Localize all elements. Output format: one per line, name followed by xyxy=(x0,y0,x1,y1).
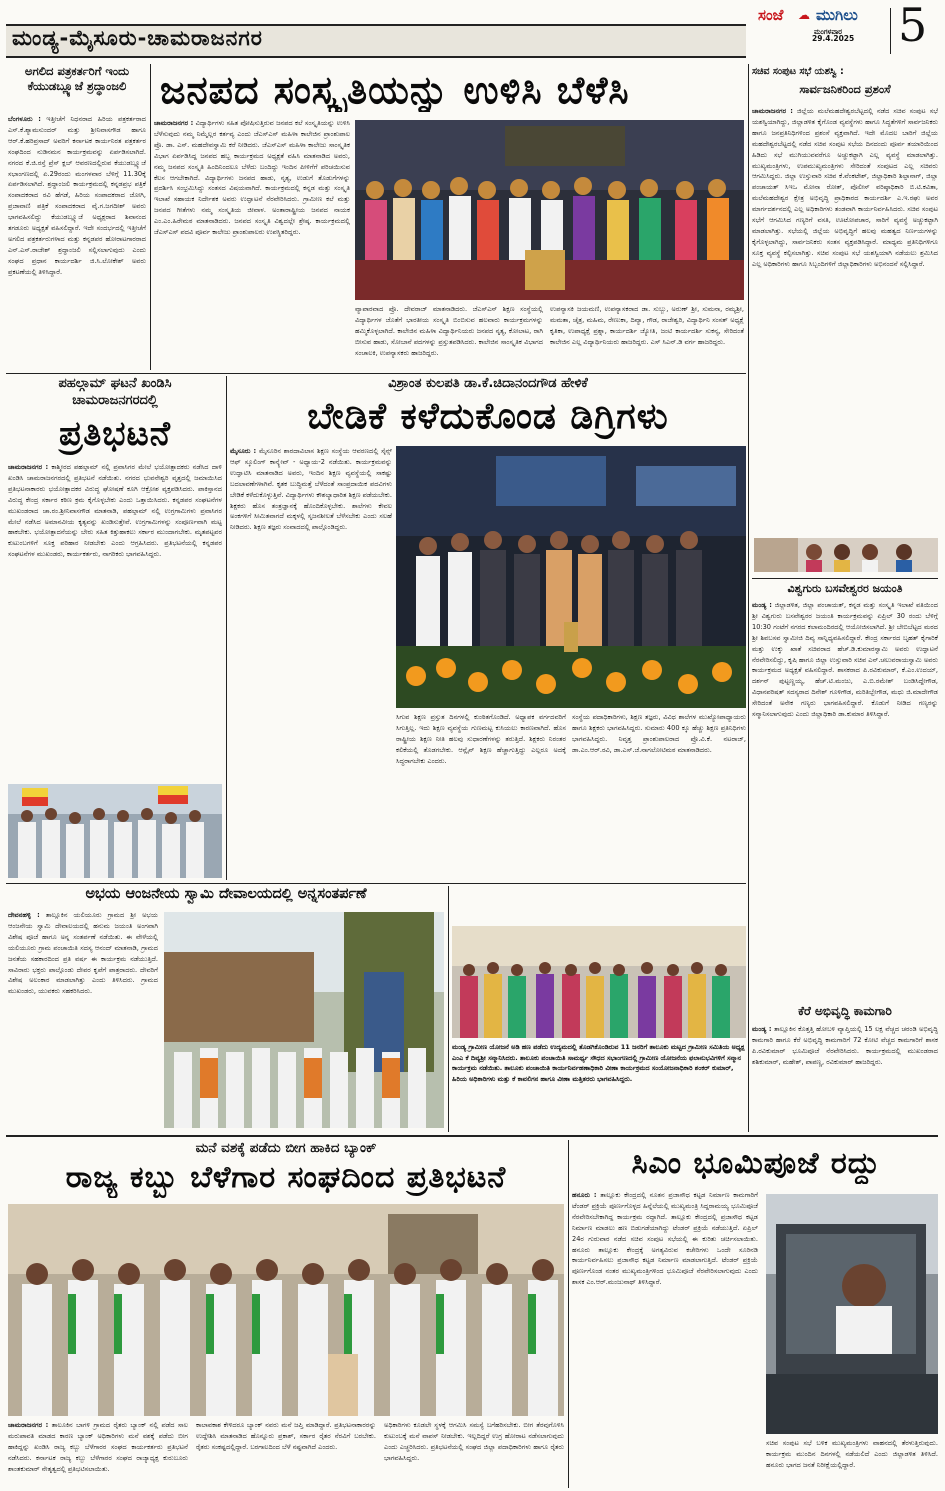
basava-dateline: ಮಂಡ್ಯ : xyxy=(752,601,772,609)
annadana-photo xyxy=(164,912,444,1128)
tribute-article xyxy=(8,64,146,370)
janapada-body-col2 xyxy=(355,304,543,370)
annadana-article xyxy=(8,886,444,1132)
tribute-headline: ಅಗಲಿದ ಪತ್ರಕರ್ತರಿಗೆ ಇಂದು ಕೆಯುಡಬ್ಲ್ಯೂಜೆ ಶ್ರದ್ಧಾಂಜಲಿ xyxy=(24,64,130,93)
cabinet-photo-art xyxy=(754,538,938,572)
protest-dateline: ಚಾಮರಾಜನಗರ : xyxy=(8,463,49,471)
logo-mugilu: ಮುಗಿಲು xyxy=(816,6,858,24)
degrees-kicker: ವಿಶ್ರಾಂತ ಕುಲಪತಿ ಡಾ.ಕೆ.ಚಿದಾನಂದಗೌಡ ಹೇಳಿಕೆ xyxy=(388,376,588,391)
protest-headline-2: ಚಾಮರಾಜನಗರದಲ್ಲಿ xyxy=(72,393,158,408)
janapada-text-3: ಉಪನ್ಯಾಸಕಿ ಜಯಮಣಿ, ಉಪನ್ಯಾಸಕರಾದ ಡಾ. ಸುಬ್ಬು, ಅರುಣ್ ಶ್ರೀ, ಸುಮನಾ, ರಮ್ಯಶ್ರೀ, ಮಮತಾ, ಚೈತ್ರ, ಮಹಿಮ, ರೇಣುಕಾ, ದಿವ್ಯಾ, ಗೌಡ, ರಾಜೇಶ್ವರಿ, ವಿದ್ಯಾರ್ಥಿನಿ ಸಂಸತ್ ಅಧ್ಯಕ್ಷೆ ಕೃತಿಕಾ, ಉಪಾಧ್ಯಕ್ಷೆ ಪ್ರಶ್ನಾ, ಕಾರ್ಯದರ್ಶಿ ಜ್ಯೋತಿ, ಜಂಟಿ ಕಾರ್ಯದರ್ಶಿ ಸುಕನ್ಯ, ಸೇರಿದಂತೆ ಕಾಲೇಜಿನ ಎಲ್ಲ ವಿದ್ಯಾರ್ಥಿನಿಯರು ಹಾಜರಿದ್ದರು. ಎಸ್ ಸಿಎನ್.ಡಿ ವರ್ಗ ಹಾಜರಿದ್ದರು. xyxy=(550,305,744,346)
tribute-text: ಇತ್ತೀಚೆಗೆ ನಿಧನರಾದ ಹಿರಿಯ ಪತ್ರಕರ್ತರಾದ ಎಸ್.ಕೆ.ಶ್ಯಾಮಸುಂದರ್ ಮತ್ತು ಶ್ರೀನಿವಾಸಗೌಡ ಹಾಗೂ ಆರ್.ಕೆ.ಹರಿಪ್ರಸಾದ್ ಅವರಿಗೆ ಕರ್ನಾಟಕ ಕಾರ್ಯನಿರತ ಪತ್ರಕರ್ತರ ಸಂಘದಿಂದ ನುಡಿನಮನ ಕಾರ್ಯಕ್ರಮವನ್ನು ಏರ್ಪಡಿಸಲಾಗಿದೆ. ನಗರದ ಕೆ.ಜಿ.ರಸ್ತೆ ಪ್ರೆಸ್ ಕ್ಲಬ್ ಆವರಣದಲ್ಲಿರುವ ಕೆಯುಡಬ್ಲ್ಯೂಜೆ ಸಭಾಂಗಣದಲ್ಲಿ ಏ.29ರಂದು ಮಂಗಳವಾರ ಬೆಳಿಗ್ಗೆ 11.30ಕ್ಕೆ ಏರ್ಪಡಿಸಲಾಗಿದೆ. ಶ್ರದ್ಧಾಂಜಲಿ ಕಾರ್ಯಕ್ರಮದಲ್ಲಿ ಕನ್ನಡಪ್ರಭ ಪತ್ರಿಕೆ ಸಂಪಾದಕರಾದ ರವಿ ಹೆಗಡೆ, ಹಿರಿಯ ಸಂಪಾದಕರಾದ ಜೋಗಿ, ಪ್ರಜಾವಾಣಿ ಪತ್ರಿಕೆ ಸಂಪಾದಕರಾದ ವೈ.ಗ.ಜಗದೀಶ್ ಅವರು ಭಾಗವಹಿಸಲಿದ್ದು ಕೆಯುಡಬ್ಲ್ಯೂಜೆ ಅಧ್ಯಕ್ಷರಾದ ಶಿವಾನಂದ ತಗಡೂರು ಅಧ್ಯಕ್ಷತೆ ವಹಿಸಲಿದ್ದಾರೆ. ಇದೇ ಸಂದರ್ಭದಲ್ಲಿ ಇತ್ತೀಚೆಗೆ ಅಗಲಿದ ಪತ್ರಕರ್ತರುಗಳಾದ ಮತ್ತು ಕನ್ನಡಪರ ಹೋರಾಟಗಾರರಾದ ಎನ್.ಎಸ್.ರಾಜೇಶ್ ಶ್ರದ್ಧಾಂಜಲಿ ಸಲ್ಲಿಸಲಾಗುವುದು ಎಂದು ಸಂಘದ ಪ್ರಧಾನ ಕಾರ್ಯದರ್ಶಿ ಜಿ.ಸಿ.ಲೋಕೇಶ್ ಅವರು ಪ್ರಕಟಣೆಯಲ್ಲಿ ತಿಳಿಸಿದ್ದಾರೆ. xyxy=(8,115,146,276)
cm-article xyxy=(572,1140,940,1490)
annadana-photo-art xyxy=(164,912,444,1128)
annadana-text: ತಾಲ್ಲೂಕಿನ ಯಲಿಯೂರು ಗ್ರಾಮದ ಶ್ರೀ ಅಭಯ ಆಂಜನೇಯ ಸ್ವಾಮಿ ದೇವಾಲಯದಲ್ಲಿ ಹನುಮ ಜಯಂತಿ ಅಂಗವಾಗಿ ವಿಶೇಷ ಪೂಜೆ ಹಾಗೂ ಅನ್ನ ಸಂತರ್ಪಣೆ ನಡೆಯಿತು. ಈ ವೇಳೆಯಲ್ಲಿ ಯಲಿಯೂರು ಗ್ರಾಮ ಪಂಚಾಯಿತಿ ಸದಸ್ಯ ಆನಂದ್ ಮಾತನಾಡಿ, ಗ್ರಾಮದ ಜನತೆಯ ಸಹಕಾರದಿಂದ ಪ್ರತಿ ವರ್ಷ ಈ ಕಾರ್ಯಕ್ರಮ ನಡೆಯುತ್ತಿದೆ. ಸಾವಿರಾರು ಭಕ್ತರು ಪಾಲ್ಗೊಂಡು ದೇವರ ಕೃಪೆಗೆ ಪಾತ್ರರಾದರು. ದೇವರಿಗೆ ವಿಶೇಷ ಅಲಂಕಾರ ಮಾಡಲಾಗಿತ್ತು ಎಂದು ತಿಳಿಸಿದರು. ಗ್ರಾಮದ ಮುಖಂಡರು, ಯುವಕರು ಸಹಕರಿಸಿದರು. xyxy=(8,911,158,996)
kere-headline: ಕೆರೆ ಅಭಿವೃದ್ಧಿ ಕಾಮಗಾರಿ xyxy=(798,1004,892,1018)
bank-body-col3 xyxy=(384,1420,564,1488)
masthead xyxy=(0,0,945,62)
divider-h1 xyxy=(6,373,746,374)
degrees-text-3: ಸಂಸ್ಥೆಯ ಪದಾಧಿಕಾರಿಗಳು, ಶಿಕ್ಷಣ ತಜ್ಞರು, ವಿವಿಧ ಶಾಲೆಗಳ ಮುಖ್ಯೋಪಾಧ್ಯಾಯರು ಹಾಗೂ ಶಿಕ್ಷಕರು ಭಾಗವಹಿಸಿದ್ದರು. ಸುಮಾರು 400 ಕ್ಕೂ ಹೆಚ್ಚು ಶಿಕ್ಷಣ ಪ್ರತಿನಿಧಿಗಳು ಭಾಗವಹಿಸಿದ್ದರು. ನಿವೃತ್ತ ಪ್ರಾಂಶುಪಾಲರಾದ ಪ್ರೊ.ವಿ.ಕೆ. ನಟರಾಜ್, ಡಾ.ಎಂ.ಆರ್.ರವಿ, ಡಾ.ಎಸ್.ಜೆ.ನಾಗಲೋಟಿಮಠ ಮಾತನಾಡಿದರು. xyxy=(572,713,746,754)
protest-headline-big: ಪ್ರತಿಭಟನೆ xyxy=(59,414,171,454)
janapada-body-col3 xyxy=(550,304,744,370)
basava-body xyxy=(752,600,938,1000)
tribute-body xyxy=(8,114,146,368)
protest-article xyxy=(8,376,222,880)
divider-v3 xyxy=(226,376,227,880)
section-title: ಮಂಡ್ಯ-ಮೈಸೂರು-ಚಾಮರಾಜನಗರ xyxy=(12,26,263,50)
cm-dateline: ಹನೂರು : xyxy=(572,1191,597,1199)
cabinet-body xyxy=(752,106,938,524)
cabinet-text: ಜಿಲ್ಲೆಯ ಮಲೆಮಹದೇಶ್ವರಬೆಟ್ಟದಲ್ಲಿ ನಡೆದ ಸಚಿವ ಸಂಪುಟ ಸಭೆ ಯಶಸ್ವಿಯಾಗಿದ್ದು, ಜಿಲ್ಲಾಡಳಿತ ಕೈಗೊಂಡ ವ್ಯವಸ್ಥೆಗಳು ಹಾಗೂ ಸಿದ್ಧತೆಗಳಿಗೆ ಸಾರ್ವಜನಿಕರು ಹಾಗೂ ಜನಪ್ರತಿನಿಧಿಗಳಿಂದ ಪ್ರಶಂಸೆ ವ್ಯಕ್ತವಾಗಿದೆ. ಇದೇ ಮೊದಲ ಬಾರಿಗೆ ಜಿಲ್ಲೆಯ ಮಹದೇಶ್ವರಬೆಟ್ಟದಲ್ಲಿ ನಡೆದ ಸಚಿವ ಸಂಪುಟ ಸಭೆಯ ದಿನದಂದು ಪೂರ್ವ ತಯಾರಿಯಿಂದ ಹಿಡಿದು ಸಭೆ ಮುಗಿಯುವವರೆಗೂ ಅಚ್ಚುಕಟ್ಟಾಗಿ ಎಲ್ಲ ವ್ಯವಸ್ಥೆ ಮಾಡಲಾಗಿತ್ತು. ಮುಖ್ಯಮಂತ್ರಿಗಳು, ಉಪಮುಖ್ಯಮಂತ್ರಿಗಳು ಸೇರಿದಂತೆ ಸಂಪುಟದ ಎಲ್ಲ ಸಚಿವರು ಆಗಮಿಸಿದ್ದರು. ಜಿಲ್ಲಾ ಉಸ್ತುವಾರಿ ಸಚಿವ ಕೆ.ವೆಂಕಟೇಶ್, ಜಿಲ್ಲಾಧಿಕಾರಿ ಶಿಲ್ಪಾನಾಗ್, ಜಿಲ್ಲಾ ಪಂಚಾಯತ್ ಸಿಇಒ ಮೋನಾ ರೋತ್, ಪೊಲೀಸ್ ವರಿಷ್ಠಾಧಿಕಾರಿ ಬಿ.ಟಿ.ಕವಿತಾ, ಮಲೆಮಹದೇಶ್ವರ ಕ್ಷೇತ್ರ ಅಭಿವೃದ್ಧಿ ಪ್ರಾಧಿಕಾರದ ಕಾರ್ಯದರ್ಶಿ ಎ.ಇ.ರಘು ಅವರ ಮಾರ್ಗದರ್ಶನದಲ್ಲಿ ಎಲ್ಲ ಅಧಿಕಾರಿಗಳು ತಂಡವಾಗಿ ಕಾರ್ಯನಿರ್ವಹಿಸಿದರು. ಸಚಿವ ಸಂಪುಟ ಸಭೆಗೆ ಆಗಮಿಸಿದ ಗಣ್ಯರಿಗೆ ವಸತಿ, ಊಟೋಪಚಾರ, ಸಾರಿಗೆ ವ್ಯವಸ್ಥೆ ಅಚ್ಚುಕಟ್ಟಾಗಿ ಮಾಡಲಾಗಿತ್ತು. ಸಭೆಯಲ್ಲಿ ಜಿಲ್ಲೆಯ ಅಭಿವೃದ್ಧಿಗೆ ಹಲವು ಮಹತ್ವದ ನಿರ್ಣಯಗಳನ್ನು ಕೈಗೊಳ್ಳಲಾಗಿದ್ದು, ಸಾರ್ವಜನಿಕರು ಸಂತಸ ವ್ಯಕ್ತಪಡಿಸಿದ್ದಾರೆ. ಮಾಧ್ಯಮ ಪ್ರತಿನಿಧಿಗಳಿಗೂ ಸೂಕ್ತ ವ್ಯವಸ್ಥೆ ಕಲ್ಪಿಸಲಾಗಿತ್ತು. ಸಚಿವ ಸಂಪುಟ ಸಭೆ ಯಶಸ್ವಿಯಾಗಿ ನಡೆಯಲು ಶ್ರಮಿಸಿದ ಎಲ್ಲ ಅಧಿಕಾರಿಗಳು ಹಾಗೂ ಸಿಬ್ಬಂದಿಗಳಿಗೆ ಜಿಲ್ಲಾಧಿಕಾರಿಗಳು ಅಭಿನಂದನೆ ಸಲ್ಲಿಸಿದ್ದಾರೆ. xyxy=(752,107,938,268)
bank-photo-art xyxy=(8,1204,564,1416)
issue-date: 29.4.2025 xyxy=(812,34,855,43)
cabinet-headline-1: ಸಚಿವ ಸಂಪುಟ ಸಭೆ ಯಶಸ್ವಿ : xyxy=(752,66,844,77)
janapada-text-2: ವ್ಯಾಪಾರವಾದ ಪ್ರೊ. ದೇವರಾಜ್ ಮಾತನಾಡಿದರು. ಜೆಎಸ್ಎಸ್ ಶಿಕ್ಷಣ ಸಂಸ್ಥೆಯಲ್ಲಿ ವಿದ್ಯಾರ್ಥಿಗಳ ಜೊತೆಗೆ ಭಾರತೀಯ ಸಂಸ್ಕೃತಿ ಬಿಂಬಿಸುವ ಹಲವಾರು ಕಾರ್ಯಕ್ರಮಗಳನ್ನು ಹಮ್ಮಿಕೊಳ್ಳಲಾಗಿದೆ. ಕಾಲೇಜಿನ ಮಹಿಳಾ ವಿದ್ಯಾರ್ಥಿನಿಯರು ಜನಪದ ನೃತ್ಯ, ಕೋಲಾಟ, ರಾಗಿ ಬೀಸುವ ಹಾಡು, ಸೋಬಾನೆ ಪದಗಳನ್ನು ಪ್ರಸ್ತುತಪಡಿಸಿದರು. ಕಾಲೇಜಿನ ಸಾಂಸ್ಕೃತಿಕ ವಿಭಾಗದ ಸಂಚಾಲಕಿ, ಉಪನ್ಯಾಸಕರು ಹಾಜರಿದ್ದರು. xyxy=(355,305,543,357)
janapada-photo-art xyxy=(355,120,744,300)
degrees-text-2: ಸಿಗುವ ಶಿಕ್ಷಣ ಪ್ರಸ್ತುತ ದಿನಗಳಲ್ಲಿ ಕುಂಠಿತಗೊಂಡಿದೆ. ಅಧ್ಯಾಪಕ ವರ್ಗದವರಿಗೆ ಸಿಗುತ್ತಿಲ್ಲ. ಇದು ಶಿಕ್ಷಣ ವ್ಯವಸ್ಥೆಯ ಗುಣಮಟ್ಟ ಕುಸಿಯಲು ಕಾರಣವಾಗಿದೆ. ಹೊಸ ರಾಷ್ಟ್ರೀಯ ಶಿಕ್ಷಣ ನೀತಿ ಹಲವು ಸುಧಾರಣೆಗಳನ್ನು ತರುತ್ತಿದೆ. ಶಿಕ್ಷಕರು ನಿರಂತರ ಕಲಿಕೆಯಲ್ಲಿ ತೊಡಗಬೇಕು. ಆನ್ಲೈನ್ ಶಿಕ್ಷಣ ಹೆಚ್ಚಾಗುತ್ತಿದ್ದು ಎಲ್ಲರೂ ಅದಕ್ಕೆ ಸಿದ್ಧರಾಗಬೇಕು ಎಂದರು. xyxy=(396,713,566,765)
page-number: 5 xyxy=(898,0,928,52)
kere-article xyxy=(752,1004,938,1132)
tribute-dateline: ಬೆಂಗಳೂರು : xyxy=(8,115,41,123)
cm-photo-art xyxy=(766,1194,938,1434)
protest-text: ಕಾಶ್ಮೀರದ ಪಹಲ್ಗಾಮ್ ನಲ್ಲಿ ಪ್ರವಾಸಿಗರ ಮೇಲೆ ಭಯೋತ್ಪಾದಕರು ನಡೆಸಿದ ದಾಳಿ ಖಂಡಿಸಿ ಚಾಮರಾಜನಗರದಲ್ಲಿ ಪ್ರತಿಭಟನೆ ನಡೆಯಿತು. ನಗರದ ಭುವನೇಶ್ವರಿ ವೃತ್ತದಲ್ಲಿ ಜಮಾಯಿಸಿದ ಪ್ರತಿಭಟನಾಕಾರರು ಭಯೋತ್ಪಾದಕರ ವಿರುದ್ಧ ಘೋಷಣೆ ಕೂಗಿ ಆಕ್ರೋಶ ವ್ಯಕ್ತಪಡಿಸಿದರು. ಪಾಕಿಸ್ತಾನದ ವಿರುದ್ಧ ಕೇಂದ್ರ ಸರ್ಕಾರ ಕಠಿಣ ಕ್ರಮ ಕೈಗೊಳ್ಳಬೇಕು ಎಂದು ಒತ್ತಾಯಿಸಿದರು. ಕನ್ನಡಪರ ಸಂಘಟನೆಗಳ ಮುಖಂಡರಾದ ಚಾ.ರಂ.ಶ್ರೀನಿವಾಸಗೌಡ ಮಾತನಾಡಿ, ಪಹಲ್ಗಾಮ್ ನಲ್ಲಿ ಉಗ್ರಗಾಮಿಗಳು ಪ್ರವಾಸಿಗರ ಮೇಲೆ ನಡೆಸಿದ ಅಮಾನವೀಯ ಕೃತ್ಯವನ್ನು ಖಂಡಿಸುತ್ತೇವೆ. ಉಗ್ರಗಾಮಿಗಳನ್ನು ಸಂಪೂರ್ಣವಾಗಿ ಮಟ್ಟ ಹಾಕಬೇಕು. ಭಯೋತ್ಪಾದನೆಯನ್ನು ಬೇರು ಸಹಿತ ಕಿತ್ತುಹಾಕಲು ಸರ್ಕಾರ ಮುಂದಾಗಬೇಕು. ಮೃತಪಟ್ಟವರ ಕುಟುಂಬಗಳಿಗೆ ಸೂಕ್ತ ಪರಿಹಾರ ನೀಡಬೇಕು ಎಂದು ಆಗ್ರಹಿಸಿದರು. ಪ್ರತಿಭಟನೆಯಲ್ಲಿ ಕನ್ನಡಪರ ಸಂಘಟನೆಗಳ ಮುಖಂಡರು, ಕಾರ್ಯಕರ್ತರು, ನಾಗರಿಕರು ಭಾಗವಹಿಸಿದ್ದರು. xyxy=(8,463,222,559)
women-caption-text: ಮಂಡ್ಯ ಗ್ರಾಮೀಣ ಯೋಜನೆ ಅಡಿ ಹಣ ಪಡೆದು ಉದ್ಯಮದಲ್ಲಿ ತೊಡಗಿಕೊಂಡಿರುವ 11 ಜನರಿಗೆ ತಾಲೂಕು ಮಟ್ಟದ ಗ್ರಾಮೀಣ ಸಮಿತಿಯ ಅಧ್ಯಕ್ಷ ಎಂಎ ಕೆ ದಿವ್ಯಶ್ರೀ ಸನ್ಮಾನಿಸಿದರು. ತಾಲೂಕು ಪಂಚಾಯಿತಿ ಸಾಮರ್ಥ್ಯ ಸೌಧದ ಸಭಾಂಗಣದಲ್ಲಿ ಗ್ರಾಮೀಣ ಯೋಜನೆಯ ಫಲಾನುಭವಿಗಳಿಗೆ ಸನ್ಮಾನ ಕಾರ್ಯಕ್ರಮ ನಡೆಯಿತು. ತಾಲೂಕು ಪಂಚಾಯಿತಿ ಕಾರ್ಯನಿರ್ವಹಣಾಧಿಕಾರಿ ವೀಣಾ ಕಾರ್ಯಕ್ರಮದ ಸಂಯೋಜನಾಧಿಕಾರಿ ಶಂಕರ್ ಕುಮಾರ್, ಹಿರಿಯ ಅಧಿಕಾರಿಗಳು ಮತ್ತು ಕೆ ಕಾವಲಿಗನ ಹಾಗೂ ವೀಣಾ ಮತ್ತಿತರರು ಭಾಗವಹಿಸಿದ್ದರು. xyxy=(452,1043,745,1083)
divider-h2 xyxy=(6,883,746,884)
cm-body xyxy=(572,1190,758,1488)
cabinet-dateline: ಚಾಮರಾಜನಗರ : xyxy=(752,107,793,115)
cm-body-photo xyxy=(766,1438,938,1488)
janapada-headline: ಜನಪದ ಸಂಸ್ಕೃತಿಯನ್ನು ಉಳಿಸಿ ಬೆಳೆಸಿ xyxy=(160,68,630,112)
cabinet-photo xyxy=(754,538,938,572)
kere-dateline: ಮಂಡ್ಯ : xyxy=(752,1025,772,1033)
divider-v5 xyxy=(568,1140,569,1488)
weekday: ಮಂಗಳವಾರ xyxy=(814,28,843,36)
women-article xyxy=(452,886,746,1132)
degrees-photo-art xyxy=(396,446,746,708)
basava-text: ಜಿಲ್ಲಾಡಳಿತ, ಜಿಲ್ಲಾ ಪಂಚಾಯತ್, ಕನ್ನಡ ಮತ್ತು ಸಂಸ್ಕೃತಿ ಇಲಾಖೆ ವತಿಯಿಂದ ಶ್ರೀ ವಿಶ್ವಗುರು ಬಸವೇಶ್ವರರ ಜಯಂತಿ ಕಾರ್ಯಕ್ರಮವನ್ನು ಏಪ್ರಿಲ್ 30 ರಂದು ಬೆಳಿಗ್ಗೆ 10:30 ಗಂಟೆಗೆ ನಗರದ ಕಲಾಮಂದಿರದಲ್ಲಿ ಆಯೋಜಿಸಲಾಗಿದೆ. ಶ್ರೀ ಬೇಬಿಬೆಟ್ಟದ ಮಠದ ಶ್ರೀ ಶಿವಬಸವ ಸ್ವಾಮೀಜಿ ದಿವ್ಯ ಸಾನ್ನಿಧ್ಯವಹಿಸಲಿದ್ದಾರೆ. ಕೇಂದ್ರ ಸರ್ಕಾರದ ಬೃಹತ್ ಕೈಗಾರಿಕೆ ಮತ್ತು ಉಕ್ಕು ಖಾತೆ ಸಚಿವರಾದ ಹೆಚ್.ಡಿ.ಕುಮಾರಸ್ವಾಮಿ ಅವರು ಉದ್ಘಾಟನೆ ನೆರವೇರಿಸಲಿದ್ದು, ಕೃಷಿ ಹಾಗೂ ಜಿಲ್ಲಾ ಉಸ್ತುವಾರಿ ಸಚಿವ ಎನ್.ಚಲುವರಾಯಸ್ವಾಮಿ ಅವರು ಕಾರ್ಯಕ್ರಮದ ಅಧ್ಯಕ್ಷತೆ ವಹಿಸಲಿದ್ದಾರೆ. ಶಾಸಕರಾದ ಪಿ.ರವಿಕುಮಾರ್, ಕೆ.ಎಂ.ಉದಯ್, ದರ್ಶನ್ ಪುಟ್ಟಣ್ಣಯ್ಯ, ಹೆಚ್.ಟಿ.ಮಂಜು, ಎ.ಬಿ.ರಮೇಶ್ ಬಂಡಿಸಿದ್ದೇಗೌಡ, ವಿಧಾನಪರಿಷತ್ ಸದಸ್ಯರಾದ ದಿನೇಶ್ ಗೂಳಿಗೌಡ, ಮರಿತಿಬ್ಬೇಗೌಡ, ಮಧು ಜಿ.ಮಾದೇಗೌಡ ಸೇರಿದಂತೆ ಅನೇಕ ಗಣ್ಯರು ಭಾಗವಹಿಸಲಿದ್ದಾರೆ. ಕೊಡುಗೆ ನೀಡಿದ ಗಣ್ಯರನ್ನು ಸನ್ಮಾನಿಸಲಾಗುವುದು ಎಂದು ಜಿಲ್ಲಾಧಿಕಾರಿ ಡಾ.ಕುಮಾರ ತಿಳಿಸಿದ್ದಾರೆ. xyxy=(752,601,938,719)
degrees-body-main xyxy=(230,446,392,878)
women-photo-art xyxy=(452,926,746,1038)
logo-cloud-icon: ☁ xyxy=(798,8,810,22)
bank-text-2: ಕಾಲಾವಕಾಶ ಕೇಳಿದರೂ ಬ್ಯಾಂಕ್ ನವರು ಮನೆ ಜಪ್ತಿ ಮಾಡಿದ್ದಾರೆ. ಪ್ರತಿಭಟನಾಕಾರರನ್ನು ಉದ್ದೇಶಿಸಿ ಮಾತನಾಡಿದ ಹೊನ್ನೂರು ಪ್ರಕಾಶ್, ಸರ್ಕಾರ ರೈತರ ನೆರವಿಗೆ ಬರಬೇಕು. ರೈತರು ಸಂಕಷ್ಟದಲ್ಲಿದ್ದಾರೆ. ಬರಗಾಲದಿಂದ ಬೆಳೆ ನಷ್ಟವಾಗಿದೆ ಎಂದರು. xyxy=(196,1421,376,1451)
cm-text: ತಾಲ್ಲೂಕು ಕೇಂದ್ರದಲ್ಲಿ ನೂತನ ಪ್ರಜಾಸೌಧ ಕಟ್ಟಡ ನಿರ್ಮಾಣ ಕಾಮಗಾರಿಗೆ ಟೆಂಡರ್ ಪ್ರಕ್ರಿಯೆ ಪೂರ್ಣಗೊಳ್ಳದ ಹಿನ್ನೆಲೆಯಲ್ಲಿ ಮುಖ್ಯಮಂತ್ರಿ ಸಿದ್ದರಾಮಯ್ಯ ಭೂಮಿಪೂಜೆ ನೆರವೇರಿಸಬೇಕಾಗಿದ್ದ ಕಾರ್ಯಕ್ರಮ ರದ್ದಾಗಿದೆ. ತಾಲ್ಲೂಕು ಕೇಂದ್ರದಲ್ಲಿ ಪ್ರಜಾಸೌಧ ಕಟ್ಟಡ ನಿರ್ಮಾಣ ಮಾಡಲು ಹಣ ಬಿಡುಗಡೆಯಾಗಿದ್ದು ಟೆಂಡರ್ ಪ್ರಕ್ರಿಯೆ ನಡೆಯುತ್ತಿದೆ. ಏಪ್ರಿಲ್ 24ರ ಗುರುವಾರ ನಡೆದ ಸಚಿವ ಸಂಪುಟ ಸಭೆಯಲ್ಲಿ ಈ ಕುರಿತು ಚರ್ಚಿಸಲಾಯಿತು. ಹನೂರು ತಾಲ್ಲೂಕು ಕೇಂದ್ರಕ್ಕೆ ಅಗತ್ಯವಿರುವ ಕಚೇರಿಗಳು ಒಂದೇ ಸೂರಿನಡಿ ಕಾರ್ಯನಿರ್ವಹಿಸಲು ಪ್ರಜಾಸೌಧ ಕಟ್ಟಡ ನಿರ್ಮಾಣ ಮಾಡಲಾಗುತ್ತಿದೆ. ಟೆಂಡರ್ ಪ್ರಕ್ರಿಯೆ ಪೂರ್ಣಗೊಂಡ ನಂತರ ಮುಖ್ಯಮಂತ್ರಿಗಳಿಂದ ಭೂಮಿಪೂಜೆ ನೆರವೇರಿಸಲಾಗುವುದು ಎಂದು ಶಾಸಕ ಎಂ.ಆರ್.ಮಂಜುನಾಥ್ ತಿಳಿಸಿದ್ದಾರೆ. xyxy=(572,1191,758,1287)
kere-text: ತಾಲ್ಲೂಕಿನ ಕೊತ್ತತ್ತಿ ಹೋಬಳಿ ವ್ಯಾಪ್ತಿಯಲ್ಲಿ 15 ಲಕ್ಷ ವೆಚ್ಚದ ಚರಂಡಿ ಅಭಿವೃದ್ಧಿ ಕಾಮಗಾರಿ ಹಾಗೂ ಕೆರೆ ಅಭಿವೃದ್ಧಿ ಕಾಮಗಾರಿಗೆ 72 ಕೋಟಿ ವೆಚ್ಚದ ಕಾಮಗಾರಿಗೆ ಶಾಸಕ ಪಿ.ರವಿಕುಮಾರ್ ಭೂಮಿಪೂಜೆ ನೆರವೇರಿಸಿದರು. ಕಾರ್ಯಕ್ರಮದಲ್ಲಿ ಮುಖಂಡರಾದ ಶಶಿಕುಮಾರ್, ಮಹೇಶ್, ಪಾಪಣ್ಣ, ರವಿಕುಮಾರ್ ಹಾಜರಿದ್ದರು. xyxy=(752,1025,938,1066)
divider-h3 xyxy=(6,1135,938,1137)
degrees-article xyxy=(230,376,746,880)
annadana-body xyxy=(8,910,158,1132)
cabinet-headline-2: ಸಾರ್ವಜನಿಕರಿಂದ ಪ್ರಶಂಸೆ xyxy=(799,82,891,96)
degrees-text-1: ಮೈಸೂರಿನ ಶಾರದಾವಿಲಾಸ ಶಿಕ್ಷಣ ಸಂಸ್ಥೆಯ ಆವರಣದಲ್ಲಿ ಸೈನ್ಸ್ ಆಫ್ ಸ್ಕೂಲಿಂಗ್ ಕಾನ್ಕ್ಲೇವ್ - ಅಧ್ಯಾಯ-2 ನಡೆಯಿತು. ಕಾರ್ಯಕ್ರಮವನ್ನು ಉದ್ಘಾಟಿಸಿ ಮಾತನಾಡಿದ ಅವರು, ಇಂದಿನ ಶಿಕ್ಷಣ ವ್ಯವಸ್ಥೆಯಲ್ಲಿ ಸಾಕಷ್ಟು ಬದಲಾವಣೆಗಳಾಗಿವೆ. ಕೃತಕ ಬುದ್ಧಿಮತ್ತೆ ಬೆಳೆದಂತೆ ಸಾಂಪ್ರದಾಯಿಕ ಪದವಿಗಳು ಬೇಡಿಕೆ ಕಳೆದುಕೊಳ್ಳುತ್ತಿವೆ. ವಿದ್ಯಾರ್ಥಿಗಳು ಕೌಶಲ್ಯಾಧಾರಿತ ಶಿಕ್ಷಣ ಪಡೆಯಬೇಕು. ಶಿಕ್ಷಕರು ಹೊಸ ತಂತ್ರಜ್ಞಾನಕ್ಕೆ ಹೊಂದಿಕೊಳ್ಳಬೇಕು. ಶಾಲೆಗಳು ಕೇವಲ ಅಂಕಗಳಿಗೆ ಸೀಮಿತವಾಗದೆ ಮಕ್ಕಳಲ್ಲಿ ಸೃಜನಶೀಲತೆ ಬೆಳೆಸಬೇಕು ಎಂದು ಸಲಹೆ ನೀಡಿದರು. ಶಿಕ್ಷಣ ತಜ್ಞರು ಸಂವಾದದಲ್ಲಿ ಪಾಲ್ಗೊಂಡಿದ್ದರು. xyxy=(230,447,392,532)
bank-kicker: ಮನೆ ವಶಕ್ಕೆ ಪಡೆದು ಬೀಗ ಹಾಕಿದ ಬ್ಯಾಂಕ್ xyxy=(195,1140,377,1156)
cabinet-article xyxy=(752,64,938,574)
bank-text-3: ಅಧಿಕಾರಿಗಳು ಕೂಡಲೇ ಸ್ಥಳಕ್ಕೆ ಆಗಮಿಸಿ ಸಮಸ್ಯೆ ಬಗೆಹರಿಸಬೇಕು. ಬೀಗ ತೆರವುಗೊಳಿಸಿ ಕುಟುಂಬಕ್ಕೆ ಮನೆ ವಾಪಸ್ ನೀಡಬೇಕು. ಇಲ್ಲದಿದ್ದರೆ ಉಗ್ರ ಹೋರಾಟ ನಡೆಸಲಾಗುವುದು ಎಂದು ಎಚ್ಚರಿಸಿದರು. ಪ್ರತಿಭಟನೆಯಲ್ಲಿ ಸಂಘದ ಜಿಲ್ಲಾ ಪದಾಧಿಕಾರಿಗಳು ಹಾಗೂ ರೈತರು ಭಾಗವಹಿಸಿದ್ದರು. xyxy=(384,1421,564,1462)
janapada-photo xyxy=(355,120,744,300)
degrees-photo xyxy=(396,446,746,708)
degrees-dateline: ಮೈಸೂರು : xyxy=(230,447,257,455)
degrees-headline: ಬೇಡಿಕೆ ಕಳೆದುಕೊಂಡ ಡಿಗ್ರಿಗಳು xyxy=(307,396,669,437)
divider-v4 xyxy=(448,886,449,1132)
kere-body xyxy=(752,1024,938,1132)
women-caption xyxy=(452,1042,746,1132)
cm-photo xyxy=(766,1194,938,1434)
basava-headline: ವಿಶ್ವಗುರು ಬಸವೇಶ್ವರರ ಜಯಂತಿ xyxy=(787,582,903,595)
bank-dateline: ಚಾಮರಾಜನಗರ : xyxy=(8,1421,49,1429)
logo-sanje: ಸಂಜೆ xyxy=(758,6,784,24)
cm-text-2: ಸಚಿವ ಸಂಪುಟ ಸಭೆ ಬಳಿಕ ಮುಖ್ಯಮಂತ್ರಿಗಳು ವಾಹನದಲ್ಲಿ ತೆರಳುತ್ತಿರುವುದು. ಕಾರ್ಯಕ್ರಮ ಮುಂದಿನ ದಿನಗಳಲ್ಲಿ ನಡೆಯಲಿದೆ ಎಂದು ಜಿಲ್ಲಾಡಳಿತ ತಿಳಿಸಿದೆ. ಹನೂರು ಭಾಗದ ಜನತೆ ನಿರೀಕ್ಷೆಯಲ್ಲಿದ್ದಾರೆ. xyxy=(766,1439,938,1469)
janapada-article xyxy=(154,64,746,370)
cm-headline: ಸಿಎಂ ಭೂಮಿಪೂಜೆ ರದ್ದು xyxy=(631,1146,881,1181)
janapada-body-col1 xyxy=(154,118,350,370)
bank-text-1: ತಾಲೂಕಿನ ಬಾಗಳಿ ಗ್ರಾಮದ ರೈತರು ಬ್ಯಾಂಕ್ ನಲ್ಲಿ ಪಡೆದ ಸಾಲ ಮರುಪಾವತಿ ಮಾಡದ ಕಾರಣ ಬ್ಯಾಂಕ್ ಅಧಿಕಾರಿಗಳು ಮನೆ ವಶಕ್ಕೆ ಪಡೆದು ಬೀಗ ಹಾಕಿದ್ದನ್ನು ಖಂಡಿಸಿ ರಾಜ್ಯ ಕಬ್ಬು ಬೆಳೆಗಾರರ ಸಂಘದ ಕಾರ್ಯಕರ್ತರು ಪ್ರತಿಭಟನೆ ನಡೆಸಿದರು. ಕರ್ನಾಟಕ ರಾಜ್ಯ ಕಬ್ಬು ಬೆಳೆಗಾರರ ಸಂಘದ ರಾಜ್ಯಾಧ್ಯಕ್ಷ ಕುರುಬೂರು ಶಾಂತಕುಮಾರ್ ನೇತೃತ್ವದಲ್ಲಿ ಪ್ರತಿಭಟಿಸಲಾಯಿತು. xyxy=(8,1421,188,1473)
bank-headline: ರಾಜ್ಯ ಕಬ್ಬು ಬೆಳೆಗಾರ ಸಂಘದಿಂದ ಪ್ರತಿಭಟನೆ xyxy=(65,1160,507,1195)
bank-body-col1 xyxy=(8,1420,188,1488)
divider-v2 xyxy=(748,64,749,1132)
protest-photo-art xyxy=(8,784,222,878)
divider-v1 xyxy=(150,64,151,370)
basava-article xyxy=(752,582,938,1002)
degrees-body-col2 xyxy=(396,712,566,878)
janapada-dateline: ಚಾಮರಾಜನಗರ : xyxy=(154,119,194,127)
janapada-text-1: ವಿದ್ಯಾರ್ಥಿಗಳು ಸಹಿತ ಪೋಷಿಸುತ್ತಿರುವ ಜನಪದ ಕಲೆ ಸಂಸ್ಕೃತಿಯನ್ನು ಉಳಿಸಿ ಬೆಳೆಸುವುದು ನಮ್ಮ ನಿಮ್ಮೆಲ್ಲರ ಕರ್ತವ್ಯ ಎಂದು ಜೆಎಸ್ಎಸ್ ಮಹಿಳಾ ಕಾಲೇಜಿನ ಪ್ರಾಂಶುಪಾಲ ಪ್ರೊ. ಡಾ. ಎಸ್. ಮಹದೇವಸ್ವಾಮಿ ಕರೆ ನೀಡಿದರು. ಜೆಎಸ್ಎಸ್ ಮಹಿಳಾ ಕಾಲೇಜು ಸಾಂಸ್ಕೃತಿಕ ವಿಭಾಗ ಏರ್ಪಡಿಸಿದ್ದ ಜನಪದ ಹಬ್ಬ ಕಾರ್ಯಕ್ರಮದ ಅಧ್ಯಕ್ಷತೆ ವಹಿಸಿ ಮಾತನಾಡಿದ ಅವರು, ನಮ್ಮ ಜನಪದ ಸಂಸ್ಕೃತಿ ಹಿಂದಿನಿಂದಲೂ ಬೆಳೆದು ಬಂದಿದ್ದು ಇಂದಿನ ಪೀಳಿಗೆಗೆ ಪರಿಚಯಿಸುವ ಕೆಲಸ ಆಗಬೇಕಾಗಿದೆ. ವಿದ್ಯಾರ್ಥಿಗಳು ಜನಪದ ಹಾಡು, ನೃತ್ಯ, ಉಡುಗೆ ತೊಡುಗೆಗಳನ್ನು ಪ್ರದರ್ಶಿಸಿ ಸಂಭ್ರಮಿಸಿದ್ದು ಸಂತಸದ ವಿಷಯವಾಗಿದೆ. ಕಾರ್ಯಕ್ರಮದಲ್ಲಿ ಕನ್ನಡ ಮತ್ತು ಸಂಸ್ಕೃತಿ ಇಲಾಖೆ ಸಹಾಯಕ ನಿರ್ದೇಶಕ ಅವರು ಉದ್ಘಾಟನೆ ನೆರವೇರಿಸಿದರು. ಗ್ರಾಮೀಣ ಕಲೆ ಮತ್ತು ಜನಪದ ಗೀತೆಗಳು ನಮ್ಮ ಸಂಸ್ಕೃತಿಯ ಜೀವಾಳ. ಅಂತಾರಾಷ್ಟ್ರೀಯ ಜನಪದ ನಾಯಕ ಎಂ.ಎಂ.ಹಿರೇಮಠ ಮಾತನಾಡಿದರು. ಜನಪದ ಸಂಸ್ಕೃತಿ ವಿಶ್ವದಲ್ಲೇ ಶ್ರೇಷ್ಠ. ಕಾರ್ಯಕ್ರಮದಲ್ಲಿ ಜೆಎಸ್ಎಸ್ ಪದವಿ ಪೂರ್ವ ಕಾಲೇಜು ಪ್ರಾಂಶುಪಾಲರು ಉಪಸ್ಥಿತರಿದ್ದರು. xyxy=(154,119,350,237)
annadana-headline: ಅಭಯ ಆಂಜನೇಯ ಸ್ವಾಮಿ ದೇವಾಲಯದಲ್ಲಿ ಅನ್ನಸಂತರ್ಪಣೆ xyxy=(85,886,367,902)
women-photo xyxy=(452,926,746,1038)
degrees-body-col3 xyxy=(572,712,746,878)
protest-headline-1: ಪಹಲ್ಗಾಮ್ ಘಟನೆ ಖಂಡಿಸಿ xyxy=(58,376,172,391)
bank-body-col2 xyxy=(196,1420,376,1488)
divider-h-right1 xyxy=(752,578,938,579)
masthead-divider xyxy=(890,8,891,54)
annadana-dateline: ದೇವನಹಳ್ಳಿ : xyxy=(8,911,40,919)
bank-photo xyxy=(8,1204,564,1416)
bank-article xyxy=(8,1140,564,1490)
protest-body xyxy=(8,462,222,780)
protest-photo xyxy=(8,784,222,878)
